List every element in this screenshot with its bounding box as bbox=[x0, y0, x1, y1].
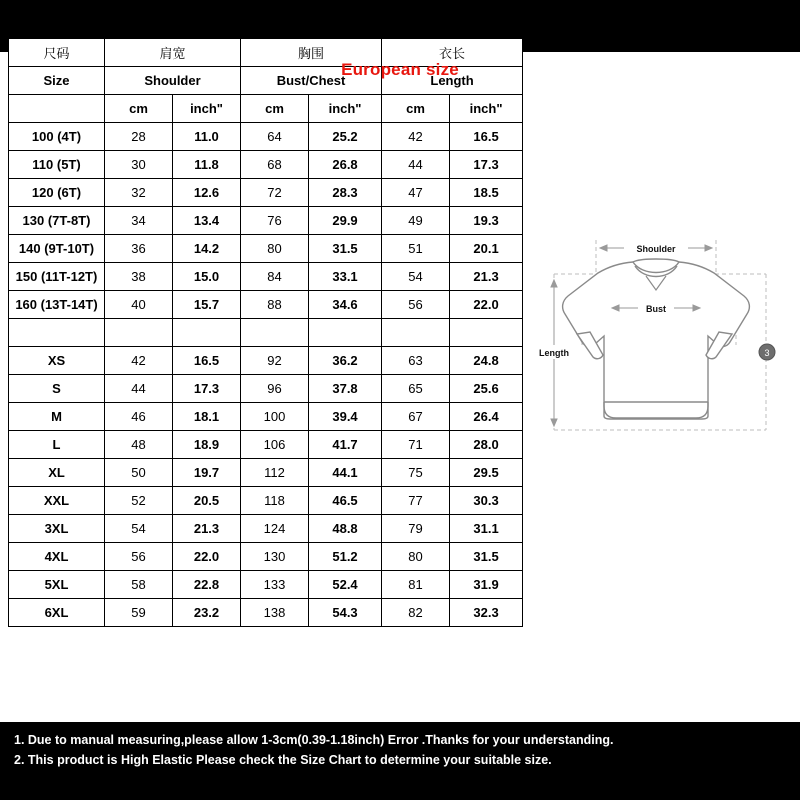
cell-size: XS bbox=[9, 347, 105, 375]
cell-size: XL bbox=[9, 459, 105, 487]
cell-inch: 28.3 bbox=[309, 179, 382, 207]
cell-cm: 54 bbox=[382, 263, 450, 291]
table-row bbox=[9, 151, 523, 179]
cell-cm: 64 bbox=[241, 123, 309, 151]
cell-inch: 18.9 bbox=[173, 431, 241, 459]
cell-cm: 42 bbox=[382, 123, 450, 151]
cell-inch: 44.1 bbox=[309, 459, 382, 487]
gap-cell bbox=[450, 319, 523, 347]
cell-inch: 31.1 bbox=[450, 515, 523, 543]
table-row bbox=[9, 459, 523, 487]
cell-cm: 59 bbox=[105, 599, 173, 627]
header-unit-cm: cm bbox=[105, 95, 173, 123]
cell-size: 130 (7T-8T) bbox=[9, 207, 105, 235]
cell-size: 3XL bbox=[9, 515, 105, 543]
cell-inch: 52.4 bbox=[309, 571, 382, 599]
cell-cm: 79 bbox=[382, 515, 450, 543]
cell-size: 6XL bbox=[9, 599, 105, 627]
cell-inch: 39.4 bbox=[309, 403, 382, 431]
cell-inch: 22.8 bbox=[173, 571, 241, 599]
table-row bbox=[9, 487, 523, 515]
header-cn-bust-chest: 胸围 bbox=[241, 39, 382, 67]
cell-inch: 11.8 bbox=[173, 151, 241, 179]
cell-size: M bbox=[9, 403, 105, 431]
cell-cm: 56 bbox=[105, 543, 173, 571]
table-row bbox=[9, 347, 523, 375]
cell-inch: 31.9 bbox=[450, 571, 523, 599]
cell-cm: 112 bbox=[241, 459, 309, 487]
cell-size: L bbox=[9, 431, 105, 459]
cell-inch: 17.3 bbox=[173, 375, 241, 403]
cell-cm: 52 bbox=[105, 487, 173, 515]
cell-inch: 37.8 bbox=[309, 375, 382, 403]
cell-size: 5XL bbox=[9, 571, 105, 599]
cell-cm: 124 bbox=[241, 515, 309, 543]
table-row bbox=[9, 431, 523, 459]
cell-inch: 32.3 bbox=[450, 599, 523, 627]
cell-inch: 54.3 bbox=[309, 599, 382, 627]
table-row bbox=[9, 375, 523, 403]
cell-cm: 58 bbox=[105, 571, 173, 599]
cell-size: 120 (6T) bbox=[9, 179, 105, 207]
cell-cm: 34 bbox=[105, 207, 173, 235]
cell-inch: 21.3 bbox=[450, 263, 523, 291]
cell-cm: 88 bbox=[241, 291, 309, 319]
cell-inch: 23.2 bbox=[173, 599, 241, 627]
table-row bbox=[9, 291, 523, 319]
cell-inch: 41.7 bbox=[309, 431, 382, 459]
gap-cell bbox=[9, 319, 105, 347]
footer-notes bbox=[14, 730, 794, 770]
cell-cm: 96 bbox=[241, 375, 309, 403]
cell-cm: 50 bbox=[105, 459, 173, 487]
table-row bbox=[9, 179, 523, 207]
cell-cm: 46 bbox=[105, 403, 173, 431]
cell-size: 4XL bbox=[9, 543, 105, 571]
cell-inch: 26.8 bbox=[309, 151, 382, 179]
cell-inch: 12.6 bbox=[173, 179, 241, 207]
size-table bbox=[8, 38, 523, 627]
cell-size: 140 (9T-10T) bbox=[9, 235, 105, 263]
header-unit-inch: inch" bbox=[450, 95, 523, 123]
cell-inch: 48.8 bbox=[309, 515, 382, 543]
cell-cm: 40 bbox=[105, 291, 173, 319]
cell-inch: 29.9 bbox=[309, 207, 382, 235]
cell-inch: 13.4 bbox=[173, 207, 241, 235]
table-row bbox=[9, 123, 523, 151]
table-row bbox=[9, 207, 523, 235]
cell-inch: 19.7 bbox=[173, 459, 241, 487]
cell-cm: 81 bbox=[382, 571, 450, 599]
gap-cell bbox=[105, 319, 173, 347]
table-row bbox=[9, 599, 523, 627]
cell-inch: 20.5 bbox=[173, 487, 241, 515]
cell-inch: 22.0 bbox=[173, 543, 241, 571]
cell-inch: 25.2 bbox=[309, 123, 382, 151]
cell-inch: 31.5 bbox=[309, 235, 382, 263]
sweatshirt-outline bbox=[563, 259, 750, 419]
cell-size: S bbox=[9, 375, 105, 403]
header-unit-inch: inch" bbox=[309, 95, 382, 123]
length-label: Length bbox=[539, 348, 569, 358]
gap-cell bbox=[382, 319, 450, 347]
cell-inch: 29.5 bbox=[450, 459, 523, 487]
table-gap-row bbox=[9, 319, 523, 347]
cell-inch: 11.0 bbox=[173, 123, 241, 151]
cell-cm: 51 bbox=[382, 235, 450, 263]
bust-label: Bust bbox=[646, 304, 666, 314]
cell-cm: 92 bbox=[241, 347, 309, 375]
cell-size: XXL bbox=[9, 487, 105, 515]
garment-diagram bbox=[520, 200, 792, 460]
cell-cm: 48 bbox=[105, 431, 173, 459]
cell-cm: 106 bbox=[241, 431, 309, 459]
cell-inch: 15.0 bbox=[173, 263, 241, 291]
cell-cm: 77 bbox=[382, 487, 450, 515]
cell-inch: 51.2 bbox=[309, 543, 382, 571]
cell-cm: 44 bbox=[105, 375, 173, 403]
cell-cm: 49 bbox=[382, 207, 450, 235]
header-unit-inch: inch" bbox=[173, 95, 241, 123]
table-row bbox=[9, 235, 523, 263]
cell-inch: 18.1 bbox=[173, 403, 241, 431]
cell-inch: 21.3 bbox=[173, 515, 241, 543]
cell-inch: 28.0 bbox=[450, 431, 523, 459]
cell-inch: 30.3 bbox=[450, 487, 523, 515]
header-cn-size: 尺码 bbox=[9, 39, 105, 67]
header-size: Size bbox=[9, 67, 105, 95]
cell-inch: 15.7 bbox=[173, 291, 241, 319]
cell-inch: 36.2 bbox=[309, 347, 382, 375]
svg-text:3: 3 bbox=[764, 348, 770, 358]
table-row bbox=[9, 263, 523, 291]
cell-cm: 80 bbox=[241, 235, 309, 263]
cell-inch: 16.5 bbox=[173, 347, 241, 375]
table-row bbox=[9, 543, 523, 571]
header-unit-cm: cm bbox=[382, 95, 450, 123]
cell-inch: 19.3 bbox=[450, 207, 523, 235]
cell-inch: 46.5 bbox=[309, 487, 382, 515]
cell-cm: 36 bbox=[105, 235, 173, 263]
cell-cm: 118 bbox=[241, 487, 309, 515]
cell-inch: 34.6 bbox=[309, 291, 382, 319]
cell-cm: 84 bbox=[241, 263, 309, 291]
cell-size: 100 (4T) bbox=[9, 123, 105, 151]
cell-cm: 100 bbox=[241, 403, 309, 431]
header-units-blank bbox=[9, 95, 105, 123]
cell-cm: 138 bbox=[241, 599, 309, 627]
header-unit-cm: cm bbox=[241, 95, 309, 123]
cell-size: 150 (11T-12T) bbox=[9, 263, 105, 291]
gap-cell bbox=[241, 319, 309, 347]
cell-cm: 54 bbox=[105, 515, 173, 543]
cell-cm: 67 bbox=[382, 403, 450, 431]
cell-cm: 44 bbox=[382, 151, 450, 179]
cell-inch: 25.6 bbox=[450, 375, 523, 403]
table-header-row-units bbox=[9, 95, 523, 123]
note-line-1: 1. Due to manual measuring,please allow 1-3cm(0.39-1.18inch) Error .Thanks for your understanding. bbox=[14, 733, 614, 747]
cell-inch: 14.2 bbox=[173, 235, 241, 263]
cell-cm: 47 bbox=[382, 179, 450, 207]
cell-cm: 28 bbox=[105, 123, 173, 151]
cell-cm: 75 bbox=[382, 459, 450, 487]
cell-cm: 30 bbox=[105, 151, 173, 179]
cell-cm: 63 bbox=[382, 347, 450, 375]
table-row bbox=[9, 515, 523, 543]
cell-inch: 20.1 bbox=[450, 235, 523, 263]
header-shoulder: Shoulder bbox=[105, 67, 241, 95]
cell-inch: 26.4 bbox=[450, 403, 523, 431]
cell-inch: 22.0 bbox=[450, 291, 523, 319]
cell-inch: 33.1 bbox=[309, 263, 382, 291]
cell-cm: 133 bbox=[241, 571, 309, 599]
cell-cm: 32 bbox=[105, 179, 173, 207]
cell-size: 110 (5T) bbox=[9, 151, 105, 179]
cell-cm: 76 bbox=[241, 207, 309, 235]
table-row bbox=[9, 403, 523, 431]
gap-cell bbox=[173, 319, 241, 347]
gap-cell bbox=[309, 319, 382, 347]
marker-badge bbox=[759, 344, 775, 360]
cell-size: 160 (13T-14T) bbox=[9, 291, 105, 319]
shoulder-label: Shoulder bbox=[636, 244, 676, 254]
chart-title: European size bbox=[341, 60, 459, 79]
cell-cm: 72 bbox=[241, 179, 309, 207]
header-cn-length: 衣长 bbox=[382, 39, 523, 67]
cell-cm: 65 bbox=[382, 375, 450, 403]
note-line-2: 2. This product is High Elastic Please check the Size Chart to determine your suitable size. bbox=[14, 753, 552, 767]
cell-inch: 24.8 bbox=[450, 347, 523, 375]
cell-inch: 17.3 bbox=[450, 151, 523, 179]
cell-cm: 80 bbox=[382, 543, 450, 571]
cell-cm: 71 bbox=[382, 431, 450, 459]
cell-cm: 82 bbox=[382, 599, 450, 627]
header-length: Length bbox=[382, 67, 523, 95]
cell-cm: 68 bbox=[241, 151, 309, 179]
cell-cm: 56 bbox=[382, 291, 450, 319]
cell-cm: 130 bbox=[241, 543, 309, 571]
table-row bbox=[9, 571, 523, 599]
cell-inch: 18.5 bbox=[450, 179, 523, 207]
cell-cm: 42 bbox=[105, 347, 173, 375]
header-cn-shoulder: 肩宽 bbox=[105, 39, 241, 67]
header-bust-chest: Bust/Chest bbox=[241, 67, 382, 95]
cell-inch: 31.5 bbox=[450, 543, 523, 571]
cell-inch: 16.5 bbox=[450, 123, 523, 151]
cell-cm: 38 bbox=[105, 263, 173, 291]
